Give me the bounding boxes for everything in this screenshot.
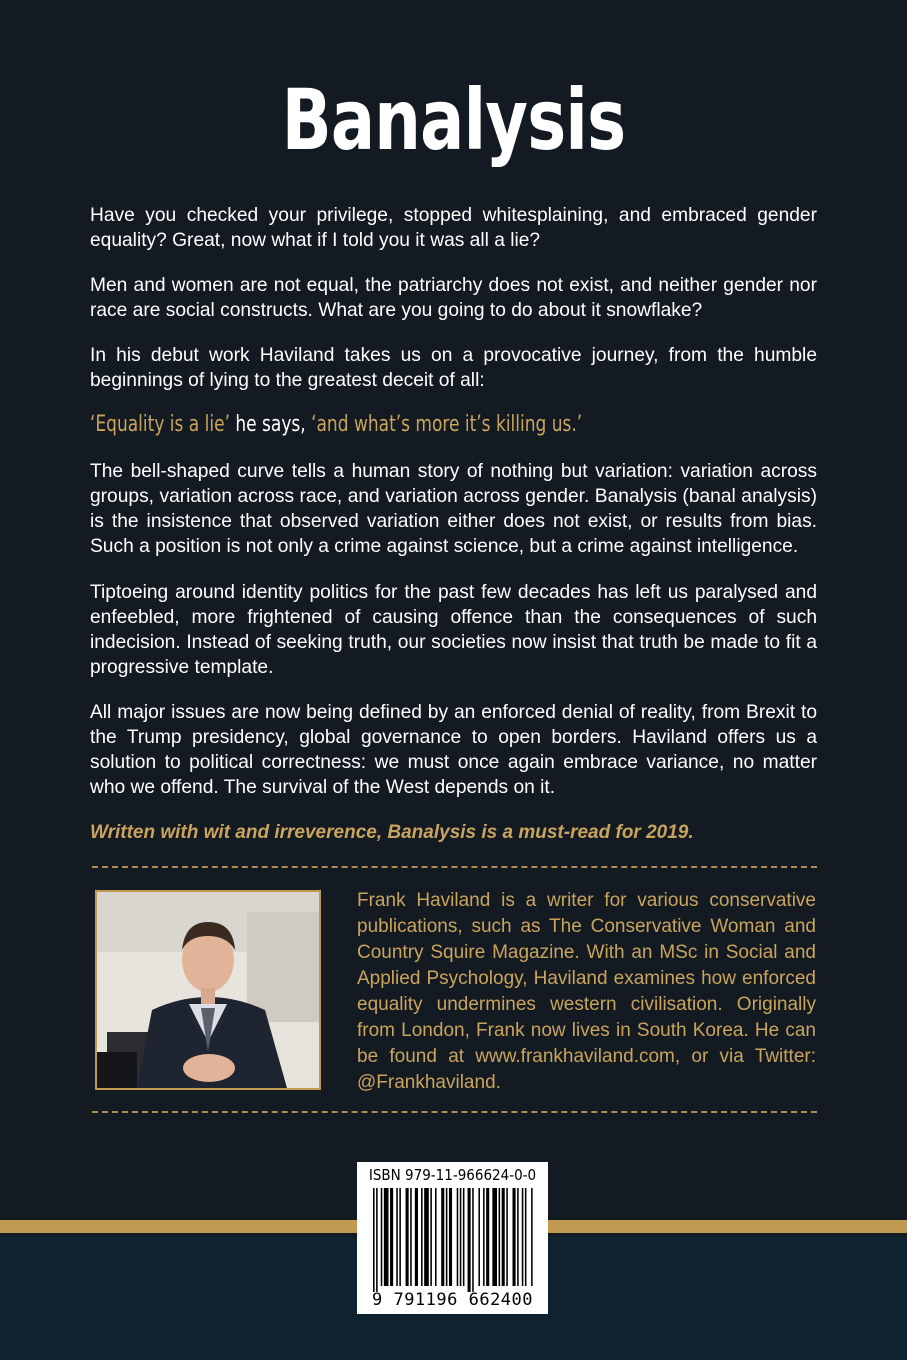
- barcode-bar: [399, 1188, 401, 1286]
- barcode-bar: [463, 1188, 465, 1286]
- barcode-bar: [478, 1188, 480, 1286]
- barcode-bar: [457, 1188, 459, 1286]
- barcode-bar: [390, 1188, 393, 1286]
- paragraph-identity-politics: Tiptoeing around identity politics for the past few decades has left us paralysed and enfeebled, more frightened of causing offence than the consequences of such indecision. Instead of seeking truth, our societies now insist that truth be made to fit a progressive template.: [90, 582, 817, 678]
- barcode-bar: [483, 1188, 485, 1286]
- barcode-bar: [472, 1188, 474, 1292]
- barcode-bar: [517, 1188, 519, 1286]
- dashed-divider-top: [92, 866, 817, 868]
- barcode-bar: [460, 1188, 462, 1286]
- barcode-bar: [376, 1188, 378, 1292]
- author-bio: Frank Haviland is a writer for various conservative publications, such as The Conservative Woman and Country Squire Magazine. With an MSc in Social and Applied Psychology, Haviland examines how enforced equality undermines western civilisation. Originally from London, Frank now lives in South Korea. He can be found at www.frankhaviland.com, or via Twitter: @Frankhaviland.: [357, 890, 816, 1093]
- barcode-digits: 9 791196 662400: [371, 1290, 534, 1310]
- barcode-bar: [468, 1188, 471, 1292]
- barcode-bar: [522, 1188, 524, 1286]
- barcode-bar: [424, 1188, 429, 1286]
- barcode-box: [357, 1162, 548, 1314]
- paragraph-equality: Men and women are not equal, the patriarchy does not exist, and neither gender nor race are social constructs. What are you going to do about it snowflake?: [90, 275, 817, 321]
- barcode-bar: [502, 1188, 505, 1286]
- barcode-bar: [406, 1188, 409, 1286]
- author-photo: [95, 890, 321, 1090]
- barcode-bar: [421, 1188, 423, 1286]
- barcode-bar: [531, 1188, 533, 1286]
- paragraph-privilege: Have you checked your privilege, stopped whitesplaining, and embraced gender equality? Great, now what if I told you it was all a lie?: [90, 205, 817, 251]
- paragraph-major-issues: All major issues are now being defined by an enforced denial of reality, from Brexit to the Trump presidency, global governance to open borders. Haviland offers us a solution to political correctness: we must once again embrace variance, no matter who we offend. The survival of the West depends on it.: [90, 702, 817, 798]
- barcode-bar: [513, 1188, 516, 1286]
- author-portrait-illustration: [97, 892, 319, 1088]
- quote-part-killing-us: ‘and what’s more it’s killing us.’: [311, 412, 583, 437]
- barcode-bar: [449, 1188, 452, 1286]
- quote-part-equality: ‘Equality is a lie’: [90, 412, 230, 437]
- paragraph-bell-curve: The bell-shaped curve tells a human story of nothing but variation: variation across groups, variation across race, and variation across gender. Banalysis (banal analysis) is the insistence that observed variation either does not exist, or results from bias. Such a position is not only a crime against science, but a crime against intelligence.: [90, 461, 817, 557]
- dashed-divider-bottom: [92, 1111, 817, 1113]
- barcode-bar: [499, 1188, 501, 1286]
- isbn-label: ISBN 979-11-966624-0-0: [368, 1166, 537, 1184]
- pull-quote: [90, 410, 726, 440]
- barcode-bar: [486, 1188, 489, 1286]
- barcode-bar: [525, 1188, 527, 1286]
- barcode-bar: [396, 1188, 398, 1286]
- quote-part-he-says: he says,: [229, 412, 312, 437]
- tagline: Written with wit and irreverence, Banalysis is a must-read for 2019.: [90, 822, 694, 843]
- paragraph-journey: In his debut work Haviland takes us on a provocative journey, from the humble beginnings of lying to the greatest deceit of all:: [90, 345, 817, 391]
- barcode-bar: [506, 1188, 508, 1286]
- barcode-bar: [446, 1188, 448, 1286]
- barcode-bar: [430, 1188, 432, 1286]
- barcode-bar: [415, 1188, 418, 1286]
- barcode-bar: [373, 1188, 375, 1292]
- barcode-bar: [381, 1188, 383, 1286]
- barcode-bar: [492, 1188, 497, 1286]
- barcode-bar: [384, 1188, 389, 1286]
- book-title: Banalysis: [281, 71, 626, 169]
- barcode-bar: [410, 1188, 412, 1286]
- barcode-bar: [435, 1188, 437, 1286]
- barcode-bar: [441, 1188, 444, 1286]
